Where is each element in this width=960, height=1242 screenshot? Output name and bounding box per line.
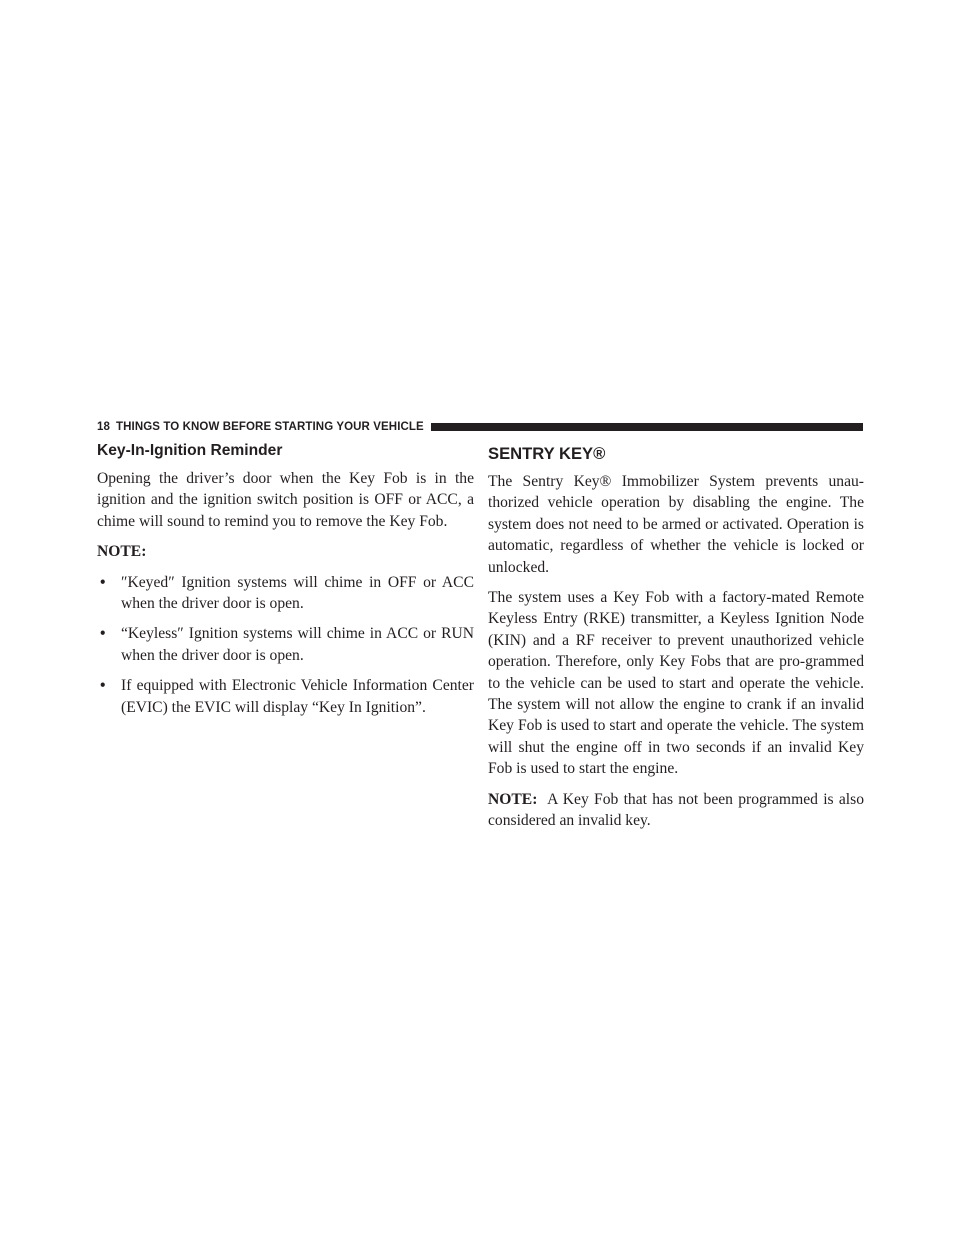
page-header	[97, 419, 863, 435]
list-item	[97, 572, 474, 615]
right-column	[488, 440, 864, 841]
sentry-key-paragraph-1: The Sentry Key® Immobilizer System prevents unau-thorized vehicle operation by disabling the engine. The system does not need to be armed or activated. Operation is automatic, regardless of whether the vehicle is locked or unlocked.	[488, 473, 864, 576]
list-item-text: “Keyless″ Ignition systems will chime in ACC or RUN when the driver door is open.	[121, 625, 474, 664]
list-item-text: If equipped with Electronic Vehicle Information Center (EVIC) the EVIC will display “Key In Ignition”.	[121, 677, 474, 716]
note-bullet-list	[97, 572, 474, 718]
note-label: NOTE:	[97, 543, 147, 561]
section-title: THINGS TO KNOW BEFORE STARTING YOUR VEHICLE	[116, 421, 424, 433]
key-in-ignition-paragraph: Opening the driver’s door when the Key Fob is in the ignition and the ignition switch position is OFF or ACC, a chime will sound to remind you to remove the Key Fob.	[97, 470, 474, 530]
sentry-key-paragraph-2: The system uses a Key Fob with a factory-mated Remote Keyless Entry (RKE) transmitter, a Keyless Ignition Node (KIN) and a RF receiver to prevent unauthorized vehicle operation. Therefore, only Key Fobs that are pro-grammed to the vehicle can be used to start and operate the vehicle. The system will not allow the engine to crank if an invalid Key Fob is used to start and operate the vehicle. The system will shut the engine off in two seconds if an invalid Key Fob is used to start the engine.	[488, 589, 864, 778]
list-item	[97, 623, 474, 666]
page-number: 18	[97, 421, 110, 433]
header-rule	[431, 423, 863, 431]
key-in-ignition-heading: Key-In-Ignition Reminder	[97, 442, 283, 459]
bullet-icon: •	[100, 677, 106, 695]
sentry-key-heading: SENTRY KEY®	[488, 444, 606, 463]
list-item-text: ″Keyed″ Ignition systems will chime in OFF or ACC when the driver door is open.	[121, 573, 474, 613]
bullet-icon: •	[100, 625, 106, 643]
note-text: A Key Fob that has not been programmed is also considered an invalid key.	[488, 790, 864, 830]
list-item	[97, 675, 474, 718]
note-label: NOTE:	[488, 790, 538, 808]
sentry-key-note	[488, 789, 864, 832]
bullet-icon: •	[100, 573, 106, 591]
left-column	[97, 440, 474, 727]
